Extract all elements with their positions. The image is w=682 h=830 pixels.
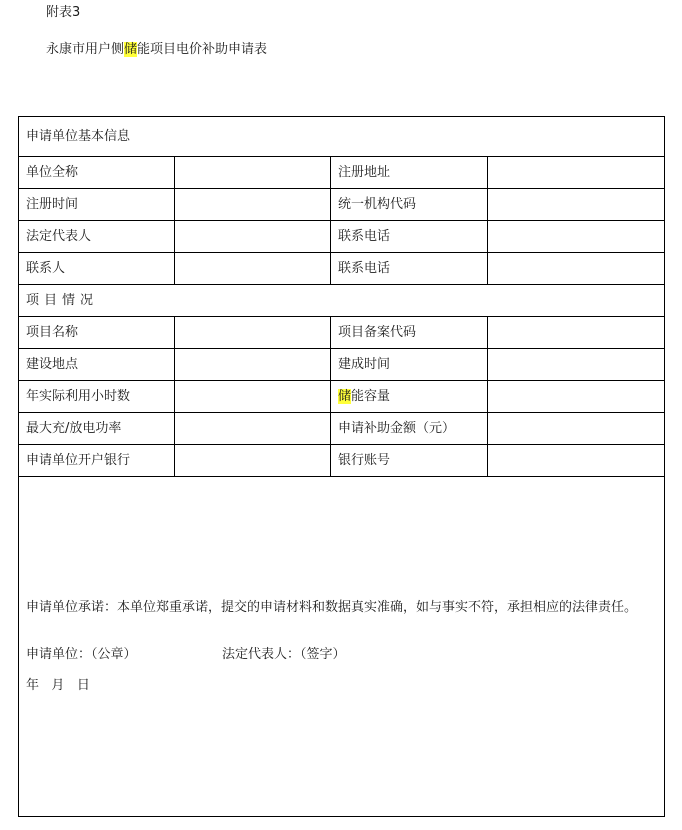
table-row (19, 317, 665, 349)
table-row (19, 445, 665, 477)
field-label: 联系电话 (331, 221, 488, 253)
form-title-highlight: 储 (124, 42, 138, 57)
table-row (19, 381, 665, 413)
legal-rep-phone-field[interactable] (488, 221, 665, 253)
unified-code-field[interactable] (488, 189, 665, 221)
applicant-seal-label: 申请单位：（公章） (26, 647, 137, 662)
field-label: 法定代表人 (19, 221, 175, 253)
project-name-field[interactable] (175, 317, 331, 349)
field-label: 单位全称 (19, 157, 175, 189)
storage-highlight: 储 (338, 388, 352, 404)
table-row (19, 157, 665, 189)
table-row (19, 189, 665, 221)
field-label: 注册地址 (331, 157, 488, 189)
table-row (19, 221, 665, 253)
bank-account-field[interactable] (488, 445, 665, 477)
contact-phone-field[interactable] (488, 253, 665, 285)
field-label: 联系电话 (331, 253, 488, 285)
project-section-row (19, 285, 665, 317)
date-month: 月 (51, 678, 65, 693)
commitment-cell (19, 477, 665, 817)
field-label: 联系人 (19, 253, 175, 285)
basic-info-section-row (19, 117, 665, 157)
commitment-block (26, 477, 656, 816)
contact-person-field[interactable] (175, 253, 331, 285)
max-power-field[interactable] (175, 413, 331, 445)
pledge-text: 申请单位承诺：本单位郑重承诺，提交的申请材料和数据真实准确，如与事实不符，承担相应的法律责任。 (26, 600, 638, 615)
project-filing-code-field[interactable] (488, 317, 665, 349)
company-name-field[interactable] (175, 157, 331, 189)
form-title-part2: 能项目电价补助申请表 (137, 42, 268, 57)
field-label: 年实际利用小时数 (19, 381, 175, 413)
field-label: 项目名称 (19, 317, 175, 349)
field-label: 申请补助金额（元） (331, 413, 488, 445)
annual-hours-field[interactable] (175, 381, 331, 413)
field-label: 建成时间 (331, 349, 488, 381)
signature-line (26, 647, 346, 663)
application-form-table (18, 116, 665, 817)
attachment-label: 附表3 (46, 5, 81, 20)
field-label: 注册时间 (19, 189, 175, 221)
legal-representative-field[interactable] (175, 221, 331, 253)
form-title-part1: 永康市用户侧 (46, 42, 125, 57)
field-label (331, 381, 488, 413)
table-row (19, 253, 665, 285)
field-label: 建设地点 (19, 349, 175, 381)
field-label: 银行账号 (331, 445, 488, 477)
storage-capacity-field[interactable] (488, 381, 665, 413)
bank-name-field[interactable] (175, 445, 331, 477)
basic-info-section-title: 申请单位基本信息 (19, 117, 665, 157)
date-line (26, 678, 90, 694)
project-section-title: 项目情况 (19, 285, 665, 317)
legal-rep-signature-label: 法定代表人：（签字） (222, 647, 346, 662)
construction-site-field[interactable] (175, 349, 331, 381)
commitment-row (19, 477, 665, 817)
completion-date-field[interactable] (488, 349, 665, 381)
date-day: 日 (76, 678, 90, 693)
field-label: 申请单位开户银行 (19, 445, 175, 477)
field-label: 项目备案代码 (331, 317, 488, 349)
table-row (19, 413, 665, 445)
subsidy-amount-field[interactable] (488, 413, 665, 445)
storage-capacity-label: 能容量 (351, 388, 391, 404)
field-label: 统一机构代码 (331, 189, 488, 221)
form-title (46, 41, 267, 59)
field-label: 最大充/放电功率 (19, 413, 175, 445)
table-row (19, 349, 665, 381)
registered-address-field[interactable] (488, 157, 665, 189)
registration-date-field[interactable] (175, 189, 331, 221)
date-year: 年 (26, 678, 40, 693)
